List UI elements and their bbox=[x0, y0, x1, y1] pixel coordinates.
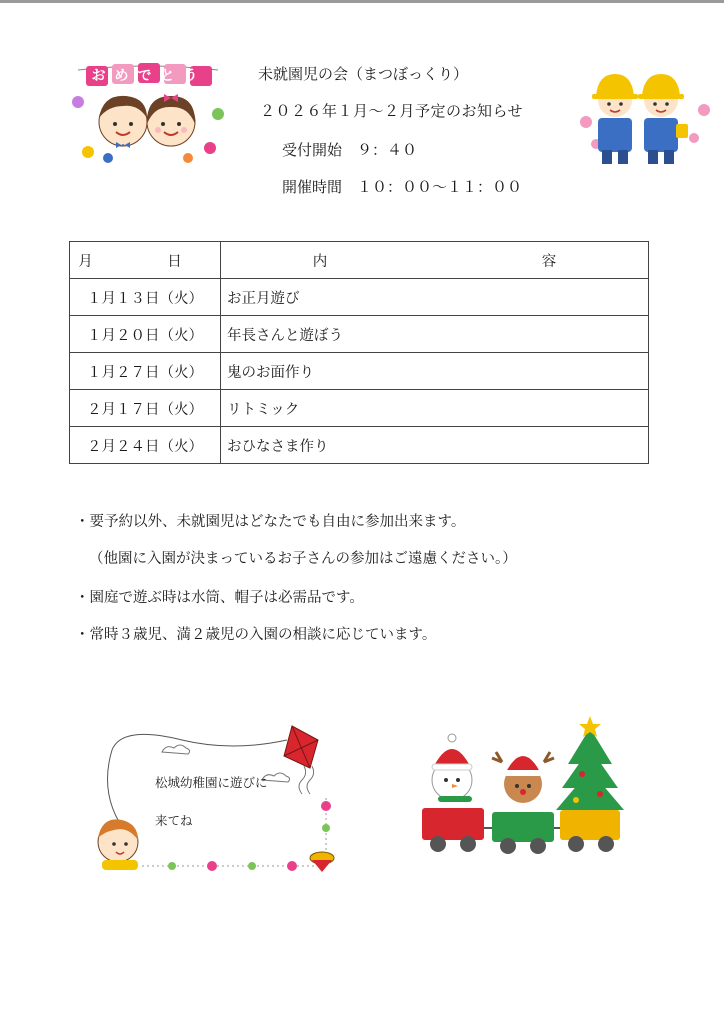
row-activity: リトミック bbox=[221, 390, 649, 427]
spinning-top-icon bbox=[310, 852, 334, 872]
kite-icon bbox=[284, 726, 318, 794]
header-date: 月 日 bbox=[70, 242, 221, 279]
row-activity: おひなさま作り bbox=[221, 427, 649, 464]
row-activity: 年長さんと遊ぼう bbox=[221, 316, 649, 353]
reindeer-car-icon bbox=[492, 742, 554, 854]
row-date: １月２０日（火） bbox=[70, 316, 221, 353]
row-activity: お正月遊び bbox=[221, 279, 649, 316]
reception-time: 受付開始 ９：４０ bbox=[282, 141, 418, 159]
child-face-icon bbox=[98, 819, 138, 870]
event-subtitle: ２０２６年１月～２月予定のお知らせ bbox=[260, 102, 524, 120]
table-row bbox=[70, 279, 649, 316]
snowman-car-icon bbox=[422, 734, 484, 852]
note-item: ・常時３歳児、満２歳児の入園の相談に応じています。 bbox=[75, 627, 437, 643]
invite-line-1: 松城幼稚園に遊びに bbox=[155, 775, 268, 790]
row-date: １月１３日（火） bbox=[70, 279, 221, 316]
note-item: ・園庭で遊ぶ時は水筒、帽子は必需品です。 bbox=[75, 590, 364, 606]
celebration-kids-illustration bbox=[68, 60, 228, 168]
table-header-row bbox=[70, 242, 649, 279]
table-row bbox=[70, 353, 649, 390]
header-content: 内 容 bbox=[221, 242, 649, 279]
note-item: （他園に入園が決まっているお子さんの参加はご遠慮ください。） bbox=[89, 551, 517, 567]
row-date: １月２７日（火） bbox=[70, 353, 221, 390]
event-title: 未就園児の会（まつぼっくり） bbox=[258, 65, 469, 83]
christmas-train-illustration bbox=[416, 714, 638, 856]
table-row bbox=[70, 316, 649, 353]
schedule-table bbox=[69, 241, 657, 464]
kite-invitation-frame bbox=[92, 720, 342, 880]
table-row bbox=[70, 390, 649, 427]
note-item: ・要予約以外、未就園児はどなたでも自由に参加出来ます。 bbox=[75, 514, 466, 530]
christmas-tree-car-icon bbox=[556, 716, 624, 852]
row-date: ２月２４日（火） bbox=[70, 427, 221, 464]
invite-line-2: 来てね bbox=[155, 813, 193, 828]
row-date: ２月１７日（火） bbox=[70, 390, 221, 427]
table-row bbox=[70, 427, 649, 464]
event-hours: 開催時間 １０：００～１１：００ bbox=[282, 178, 523, 196]
banner-text: おめでとう bbox=[91, 68, 207, 84]
kindergarten-kids-illustration bbox=[576, 64, 714, 170]
row-activity: 鬼のお面作り bbox=[221, 353, 649, 390]
top-edge-line bbox=[0, 0, 724, 3]
